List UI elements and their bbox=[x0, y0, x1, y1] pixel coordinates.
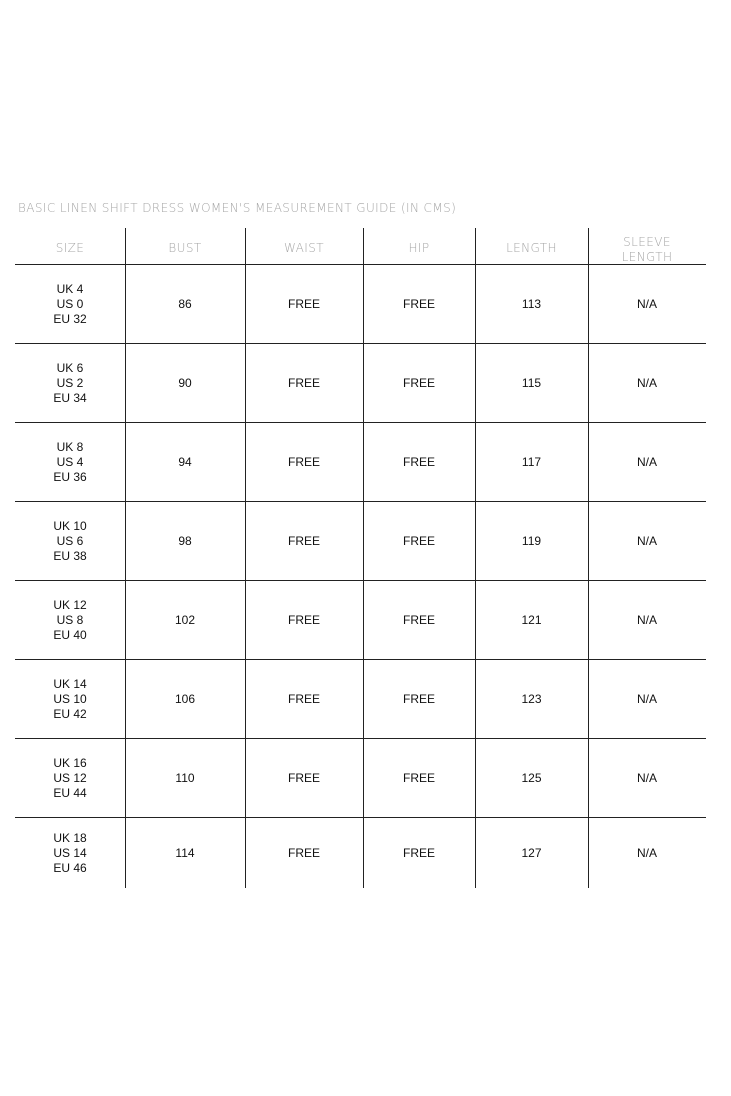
hip-cell: FREE bbox=[402, 533, 435, 548]
sleeve-cell: N/A bbox=[636, 454, 657, 469]
size-uk: UK 10 bbox=[53, 518, 87, 533]
column-divider bbox=[475, 265, 476, 343]
waist-cell: FREE bbox=[287, 770, 320, 785]
waist-cell: FREE bbox=[287, 691, 320, 706]
sleeve-cell: N/A bbox=[636, 612, 657, 627]
length-cell: 113 bbox=[521, 296, 542, 311]
size-labels bbox=[53, 440, 86, 485]
size-uk: UK 14 bbox=[53, 676, 87, 691]
hip-cell: FREE bbox=[402, 770, 435, 785]
column-divider bbox=[245, 581, 246, 659]
column-divider bbox=[475, 581, 476, 659]
header-hip: HIP bbox=[408, 240, 430, 255]
table-row bbox=[15, 739, 706, 818]
size-uk: UK 12 bbox=[53, 597, 87, 612]
size-labels bbox=[53, 519, 86, 564]
size-labels bbox=[53, 756, 86, 801]
table-header-row bbox=[15, 228, 706, 265]
waist-cell: FREE bbox=[287, 375, 320, 390]
table-row bbox=[15, 581, 706, 660]
column-divider bbox=[125, 502, 126, 580]
size-us: US 6 bbox=[56, 533, 84, 548]
column-divider bbox=[588, 423, 589, 501]
column-divider bbox=[245, 423, 246, 501]
size-eu: EU 38 bbox=[53, 548, 87, 563]
column-divider bbox=[245, 344, 246, 422]
column-divider bbox=[363, 228, 364, 264]
column-divider bbox=[475, 423, 476, 501]
table-body bbox=[15, 265, 706, 888]
table-row bbox=[15, 423, 706, 502]
length-cell: 119 bbox=[521, 533, 542, 548]
size-eu: EU 44 bbox=[53, 785, 87, 800]
size-cell bbox=[15, 502, 125, 580]
header-waist: WAIST bbox=[284, 240, 324, 255]
column-divider bbox=[363, 423, 364, 501]
column-divider bbox=[363, 660, 364, 738]
column-divider bbox=[125, 581, 126, 659]
waist-cell: FREE bbox=[287, 612, 320, 627]
header-sleeve-length-label: SLEEVE LENGTH bbox=[621, 235, 673, 264]
column-divider bbox=[125, 818, 126, 888]
column-divider bbox=[588, 581, 589, 659]
column-divider bbox=[588, 265, 589, 343]
size-labels bbox=[53, 598, 86, 643]
column-divider bbox=[125, 739, 126, 817]
size-us: US 14 bbox=[53, 845, 87, 860]
size-us: US 12 bbox=[53, 770, 87, 785]
hip-cell: FREE bbox=[402, 375, 435, 390]
column-divider bbox=[245, 228, 246, 264]
size-labels bbox=[53, 282, 86, 327]
column-divider bbox=[363, 344, 364, 422]
bust-cell: 102 bbox=[174, 612, 196, 627]
size-eu: EU 34 bbox=[53, 390, 87, 405]
column-divider bbox=[125, 344, 126, 422]
length-cell: 117 bbox=[521, 454, 542, 469]
page-title: BASIC LINEN SHIFT DRESS WOMEN'S MEASUREMENT GUIDE (IN CMS) bbox=[18, 201, 457, 215]
column-divider bbox=[475, 660, 476, 738]
bust-cell: 94 bbox=[178, 454, 192, 469]
column-divider bbox=[475, 818, 476, 888]
column-divider bbox=[363, 818, 364, 888]
size-us: US 10 bbox=[53, 691, 87, 706]
sleeve-cell: N/A bbox=[636, 533, 657, 548]
bust-cell: 98 bbox=[178, 533, 192, 548]
header-length: LENGTH bbox=[506, 240, 557, 255]
size-labels bbox=[53, 361, 86, 406]
hip-cell: FREE bbox=[402, 454, 435, 469]
size-eu: EU 36 bbox=[53, 469, 87, 484]
bust-cell: 106 bbox=[174, 691, 196, 706]
length-cell: 115 bbox=[521, 375, 542, 390]
size-labels bbox=[53, 677, 86, 722]
sleeve-cell: N/A bbox=[636, 691, 657, 706]
column-divider bbox=[125, 265, 126, 343]
hip-cell: FREE bbox=[402, 691, 435, 706]
column-divider bbox=[363, 265, 364, 343]
table-row bbox=[15, 502, 706, 581]
column-divider bbox=[245, 739, 246, 817]
column-divider bbox=[475, 344, 476, 422]
size-cell bbox=[15, 660, 125, 738]
bust-cell: 114 bbox=[175, 845, 195, 860]
table-row bbox=[15, 660, 706, 739]
size-uk: UK 6 bbox=[56, 360, 84, 375]
column-divider bbox=[475, 739, 476, 817]
column-divider bbox=[475, 228, 476, 264]
bust-cell: 110 bbox=[175, 770, 195, 785]
table-row bbox=[15, 818, 706, 888]
header-size: SIZE bbox=[55, 240, 85, 255]
size-cell bbox=[15, 739, 125, 817]
waist-cell: FREE bbox=[287, 454, 320, 469]
size-cell bbox=[15, 344, 125, 422]
size-cell bbox=[15, 818, 125, 888]
header-bust: BUST bbox=[168, 240, 202, 255]
hip-cell: FREE bbox=[402, 296, 435, 311]
size-eu: EU 40 bbox=[53, 627, 87, 642]
column-divider bbox=[245, 265, 246, 343]
column-divider bbox=[363, 581, 364, 659]
sleeve-cell: N/A bbox=[636, 845, 657, 860]
column-divider bbox=[588, 502, 589, 580]
length-cell: 121 bbox=[521, 612, 542, 627]
sleeve-cell: N/A bbox=[636, 375, 657, 390]
length-cell: 127 bbox=[521, 845, 542, 860]
waist-cell: FREE bbox=[287, 296, 320, 311]
size-cell bbox=[15, 265, 125, 343]
column-divider bbox=[363, 502, 364, 580]
bust-cell: 86 bbox=[178, 296, 192, 311]
header-sleeve-length bbox=[588, 228, 706, 264]
size-uk: UK 8 bbox=[56, 439, 84, 454]
column-divider bbox=[588, 228, 589, 264]
size-eu: EU 32 bbox=[53, 311, 87, 326]
column-divider bbox=[125, 660, 126, 738]
hip-cell: FREE bbox=[402, 845, 435, 860]
column-divider bbox=[588, 344, 589, 422]
column-divider bbox=[125, 423, 126, 501]
column-divider bbox=[125, 228, 126, 264]
table-row bbox=[15, 344, 706, 423]
size-uk: UK 16 bbox=[53, 755, 87, 770]
column-divider bbox=[588, 818, 589, 888]
hip-cell: FREE bbox=[402, 612, 435, 627]
column-divider bbox=[363, 739, 364, 817]
column-divider bbox=[245, 660, 246, 738]
size-uk: UK 4 bbox=[56, 281, 84, 296]
size-us: US 2 bbox=[56, 375, 84, 390]
column-divider bbox=[245, 818, 246, 888]
size-us: US 0 bbox=[56, 296, 84, 311]
column-divider bbox=[588, 660, 589, 738]
length-cell: 123 bbox=[521, 691, 542, 706]
size-eu: EU 46 bbox=[53, 860, 87, 875]
waist-cell: FREE bbox=[287, 845, 320, 860]
size-cell bbox=[15, 581, 125, 659]
sleeve-cell: N/A bbox=[636, 770, 657, 785]
column-divider bbox=[588, 739, 589, 817]
size-labels bbox=[53, 831, 86, 876]
measurement-table bbox=[15, 228, 706, 888]
size-eu: EU 42 bbox=[53, 706, 87, 721]
waist-cell: FREE bbox=[287, 533, 320, 548]
size-uk: UK 18 bbox=[53, 830, 87, 845]
column-divider bbox=[475, 502, 476, 580]
size-us: US 8 bbox=[56, 612, 84, 627]
size-us: US 4 bbox=[56, 454, 84, 469]
size-cell bbox=[15, 423, 125, 501]
sleeve-cell: N/A bbox=[636, 296, 657, 311]
bust-cell: 90 bbox=[178, 375, 192, 390]
column-divider bbox=[245, 502, 246, 580]
length-cell: 125 bbox=[521, 770, 542, 785]
table-row bbox=[15, 265, 706, 344]
